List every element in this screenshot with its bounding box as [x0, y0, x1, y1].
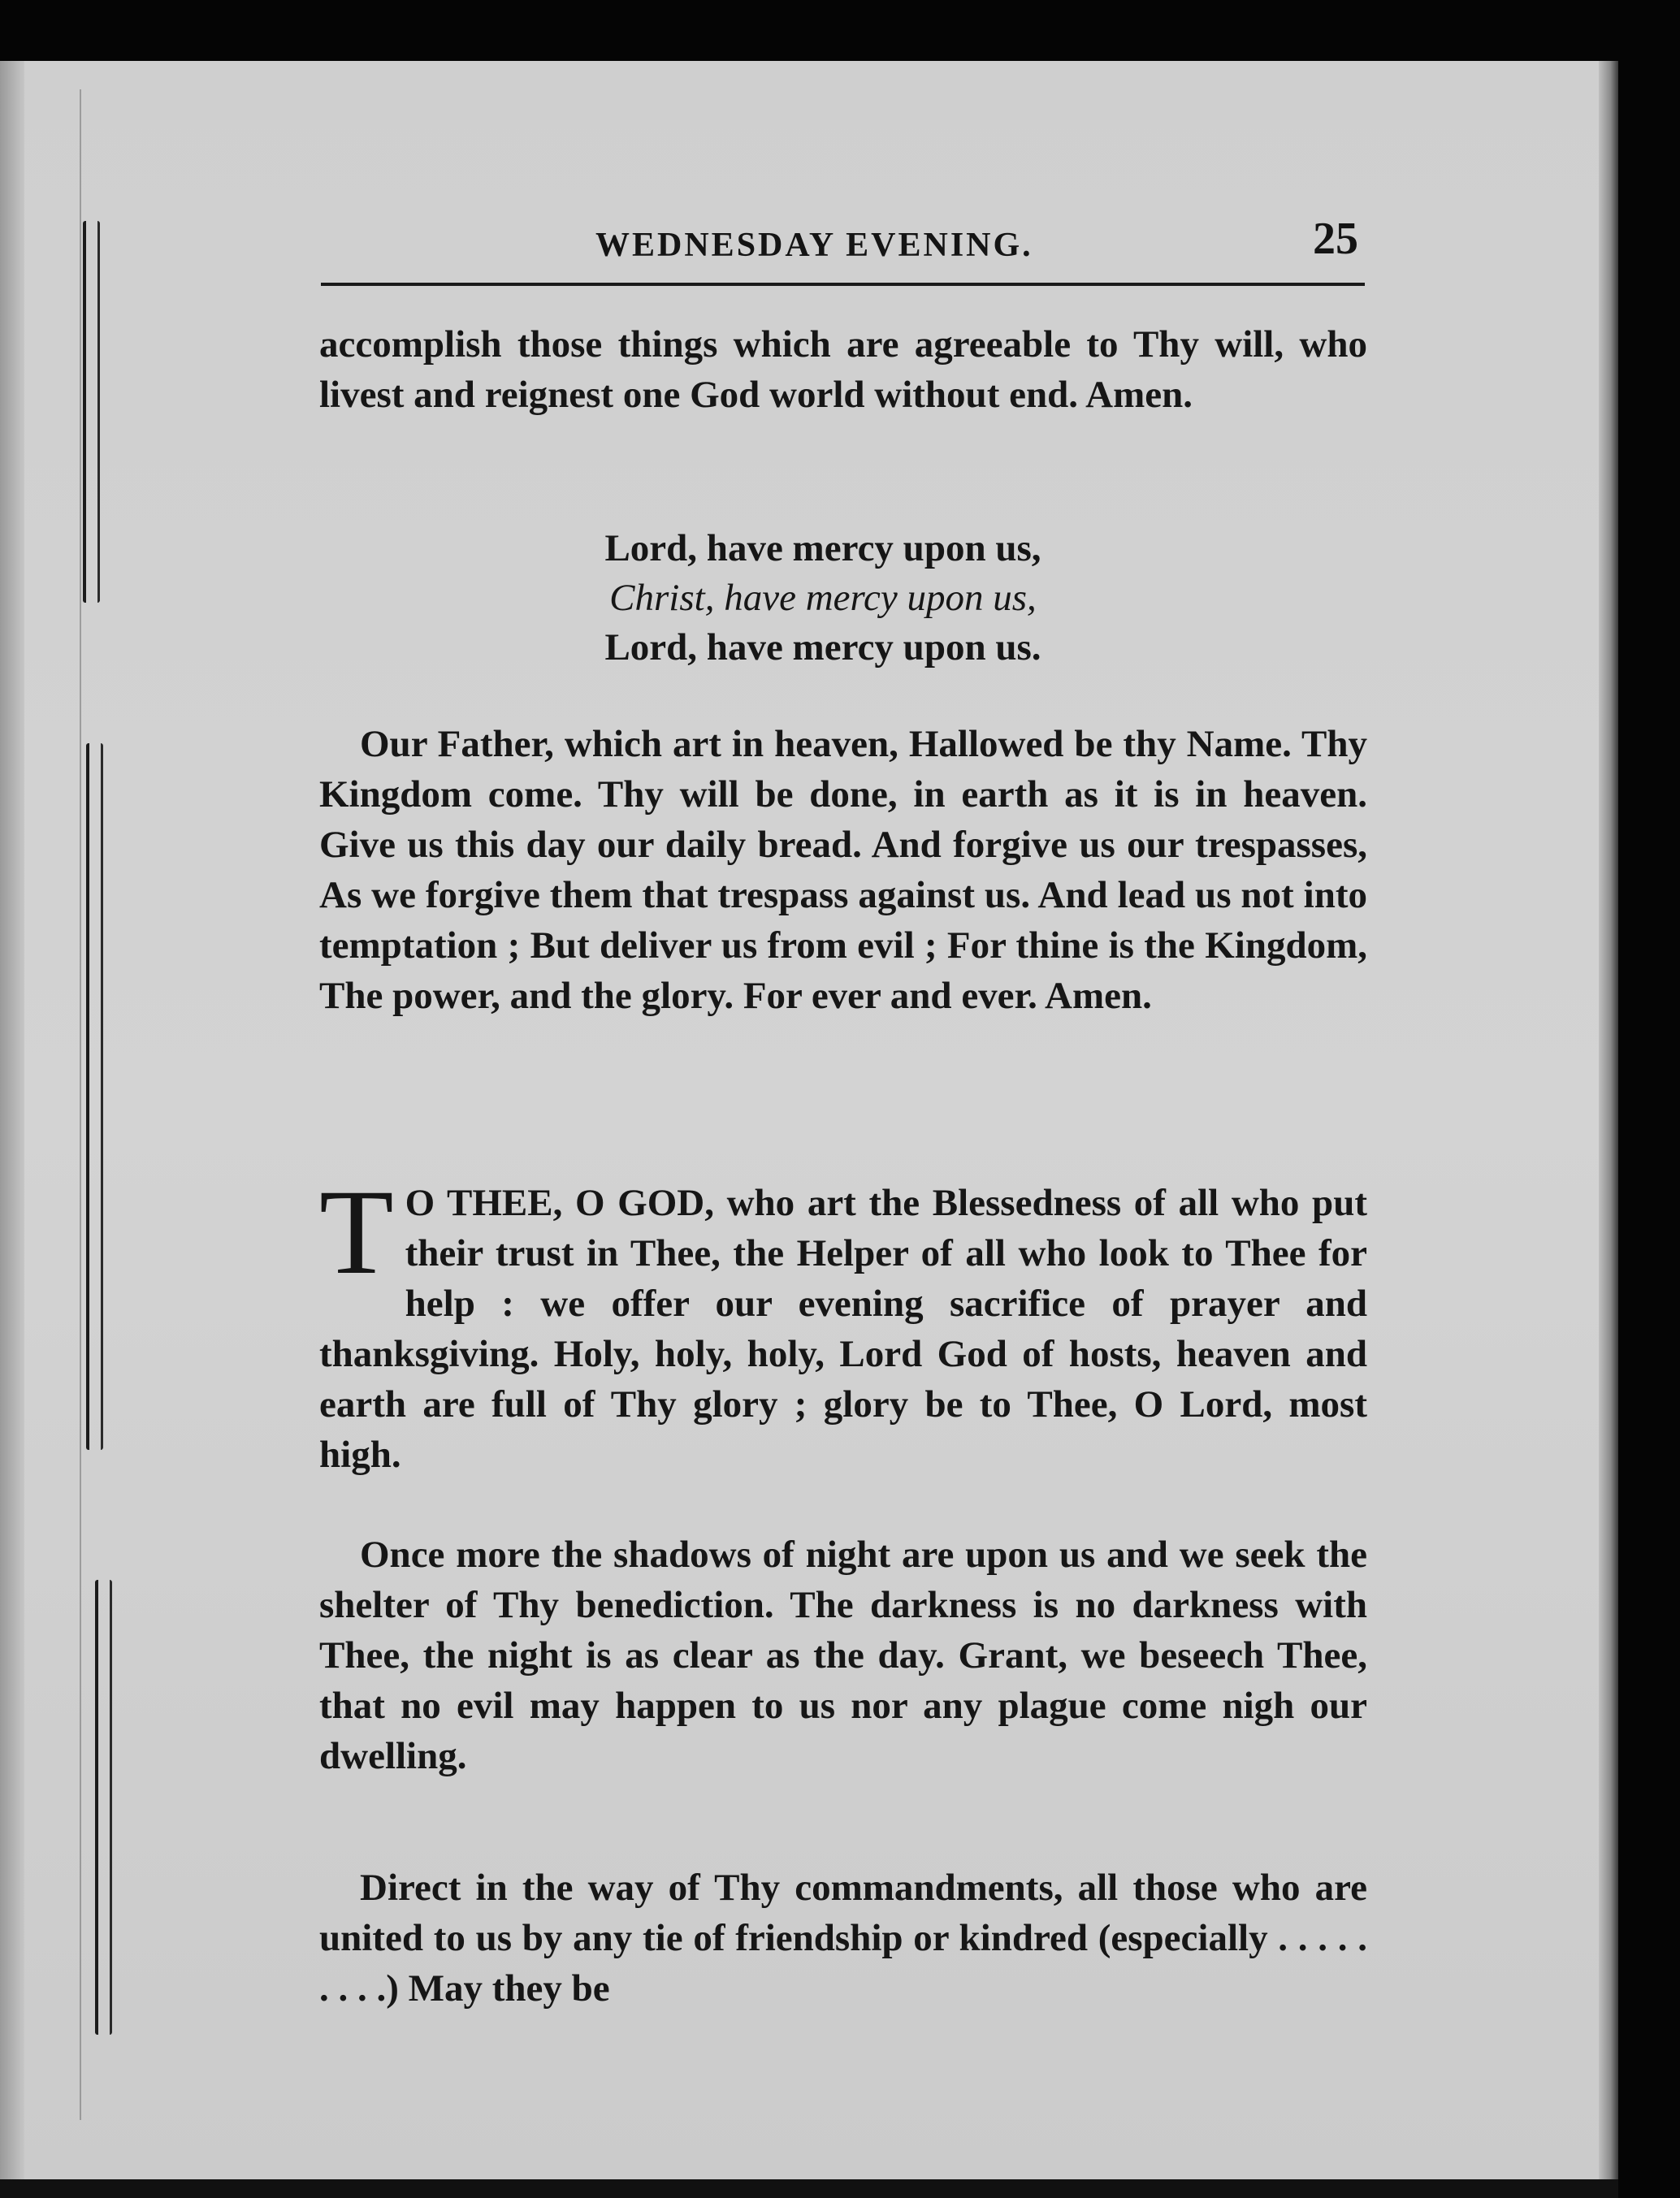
kyrie-verse [319, 524, 1327, 673]
drop-cap: T [319, 1165, 394, 1300]
running-title: WEDNESDAY EVENING. [595, 227, 1033, 264]
gutter-fold [80, 89, 81, 2120]
binding-stitch [83, 221, 100, 603]
binding-stitch [86, 743, 103, 1450]
paragraph-shadows-of-night [319, 1530, 1367, 1781]
paragraph-direct-in-the-way [319, 1863, 1367, 2014]
verse-line: Lord, have mercy upon us, [604, 527, 1041, 569]
paragraph-evening-prayer [319, 1165, 1367, 1480]
page-number: 25 [1313, 214, 1358, 264]
paragraph-text: Our Father, which art in heaven, Hallowed be thy Name. Thy Kingdom come. Thy will be done, in earth as it is in heaven. Give us this day our daily bread. And forgive us our trespasses, As we forgive them that trespass against us. And lead us not into temptation ; But deliver us from evil ; For thine is the Kingdom, The power, and the glory. For ever and ever. Amen. [319, 723, 1367, 1017]
page-bottom-edge [0, 2179, 1618, 2198]
paragraph-collect-ending [319, 319, 1367, 420]
paragraph-lords-prayer [319, 719, 1367, 1021]
paragraph-text: O THEE, O GOD, who art the Blessedness of all who put their trust in Thee, the Helper of all who look to Thee for help : we offer our evening sacrifice of prayer and thanksgiving. Holy, holy, holy, Lord God of hosts, heaven and earth are full of Thy glory ; glory be to Thee, O Lord, most high. [319, 1182, 1367, 1476]
paragraph-text: accomplish those things which are agreeable to Thy will, who livest and reignest one God world without end. Amen. [319, 323, 1367, 416]
verse-line: Christ, have mercy upon us, [609, 577, 1037, 619]
page-binding-edge [0, 61, 24, 2179]
paragraph-text: Once more the shadows of night are upon us and we seek the shelter of Thy benediction. The darkness is no darkness with Thee, the night is as clear as the day. Grant, we beseech Thee, that no evil may happen to us nor any plague come nigh our dwelling. [319, 1534, 1367, 1777]
paragraph-text: Direct in the way of Thy commandments, all those who are united to us by any tie of friendship or kindred (especially . . . . . . . . .) May they be [319, 1867, 1367, 2010]
verse-line: Lord, have mercy upon us. [604, 626, 1041, 668]
page-right-edge [1599, 61, 1618, 2179]
binding-stitch [95, 1580, 112, 2035]
header-rule [321, 283, 1365, 286]
running-header [321, 203, 1365, 276]
